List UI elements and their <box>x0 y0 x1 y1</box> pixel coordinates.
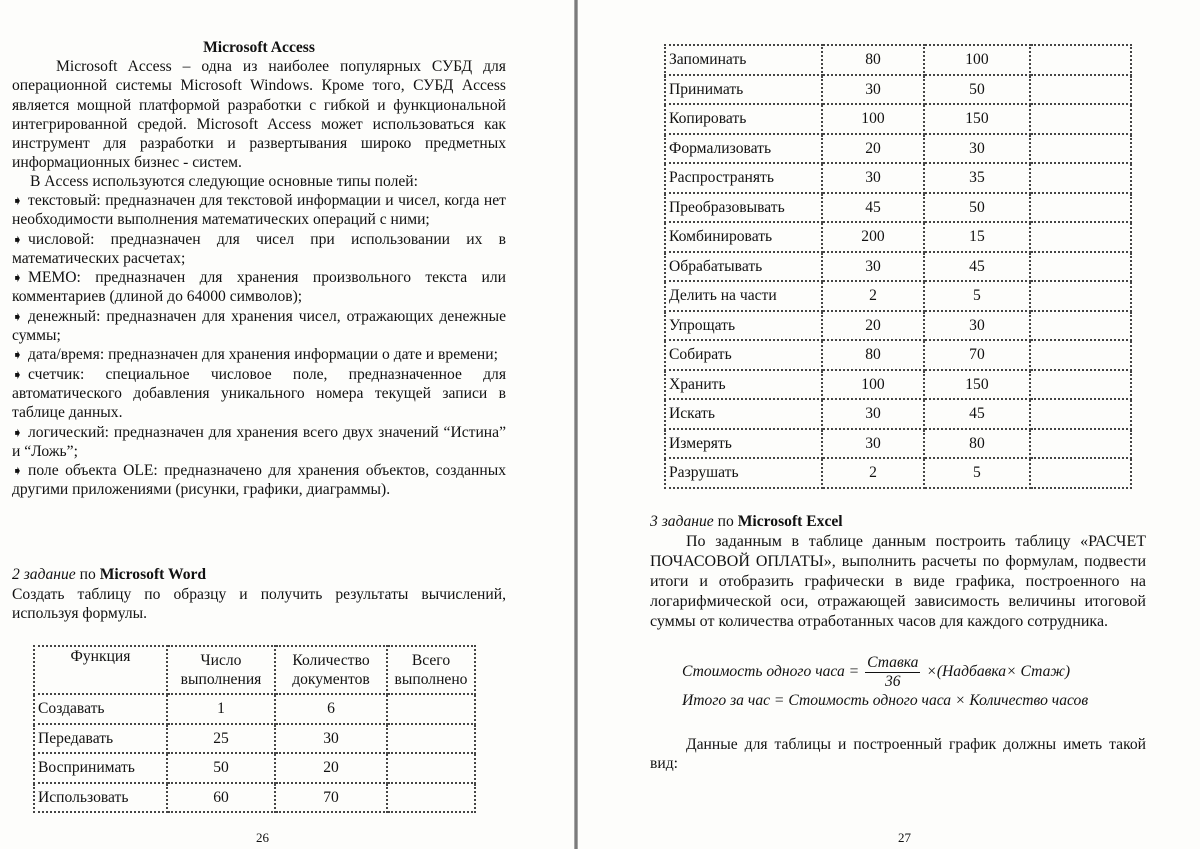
table-row <box>665 193 1131 223</box>
value-cell: 25 <box>167 724 275 754</box>
table-row <box>665 75 1131 105</box>
row-label-cell: Преобразовывать <box>665 193 822 223</box>
value-cell <box>1030 370 1131 400</box>
arrow-bullet-icon: ➧ <box>12 270 23 286</box>
value-cell: 6 <box>275 694 387 724</box>
table-row <box>665 104 1131 134</box>
value-cell <box>387 783 475 813</box>
table-row <box>665 399 1131 429</box>
value-cell: 100 <box>924 45 1029 75</box>
value-cell: 80 <box>822 340 924 370</box>
value-cell <box>1030 252 1131 282</box>
row-label-cell: Хранить <box>665 370 822 400</box>
value-cell <box>1030 104 1131 134</box>
table-row <box>665 458 1131 488</box>
value-cell: 70 <box>924 340 1029 370</box>
row-label-cell: Формализовать <box>665 134 822 164</box>
left-page <box>0 0 576 849</box>
arrow-bullet-icon: ➧ <box>12 463 23 479</box>
value-cell: 50 <box>924 193 1029 223</box>
value-cell: 30 <box>822 399 924 429</box>
table-row <box>665 163 1131 193</box>
value-cell: 45 <box>924 252 1029 282</box>
table-row <box>665 340 1131 370</box>
header-function: Функция <box>34 646 167 694</box>
value-cell: 100 <box>822 104 924 134</box>
field-type-item: ➧ числовой: предназначен для чисел при использовании их в математических расчетах; <box>12 230 506 267</box>
row-label-cell: Копировать <box>665 104 822 134</box>
field-type-item: ➧ МЕМО: предназначен для хранения произвольного текста или комментариев (длиной до 64000 символов); <box>12 269 506 306</box>
value-cell: 45 <box>924 399 1029 429</box>
value-cell: 1 <box>167 694 275 724</box>
value-cell <box>1030 399 1131 429</box>
value-cell <box>1030 193 1131 223</box>
value-cell: 35 <box>924 163 1029 193</box>
row-label-cell: Разрушать <box>665 458 822 488</box>
value-cell: 200 <box>822 222 924 252</box>
value-cell: 30 <box>924 311 1029 341</box>
value-cell: 30 <box>822 252 924 282</box>
value-cell: 30 <box>822 163 924 193</box>
value-cell: 50 <box>924 75 1029 105</box>
table-row <box>34 694 475 724</box>
functions-table <box>33 645 476 813</box>
value-cell: 60 <box>167 783 275 813</box>
field-type-item: ➧ поле объекта OLE: предназначено для хранения объектов, созданных другими приложениями (рисунки, графики, диаграммы). <box>12 462 506 499</box>
value-cell: 30 <box>924 134 1029 164</box>
formula-hour-cost: Стоимость одного часа = $\frac{\text{Ставка}}{36}$ ×(Надбавка× Стаж) <box>682 654 1071 690</box>
arrow-bullet-icon: ➧ <box>12 424 23 440</box>
value-cell: 30 <box>275 724 387 754</box>
task2-text: Создать таблицу по образцу и получить результаты вычислений, используя формулы. <box>12 586 506 623</box>
value-cell: 5 <box>924 281 1029 311</box>
value-cell <box>1030 458 1131 488</box>
table-row <box>34 783 475 813</box>
arrow-bullet-icon: ➧ <box>12 366 23 382</box>
row-label-cell: Делить на части <box>665 281 822 311</box>
value-cell: 5 <box>924 458 1029 488</box>
value-cell: 50 <box>167 753 275 783</box>
value-cell: 2 <box>822 281 924 311</box>
value-cell: 80 <box>924 429 1029 459</box>
table-row <box>665 45 1131 75</box>
row-label-cell: Использовать <box>34 783 167 813</box>
value-cell <box>1030 134 1131 164</box>
row-label-cell: Искать <box>665 399 822 429</box>
table-row <box>665 370 1131 400</box>
page-number-right: 27 <box>898 830 911 845</box>
value-cell <box>387 724 475 754</box>
table-row <box>665 222 1131 252</box>
header-count: Число выполнения <box>167 646 275 694</box>
arrow-bullet-icon: ➧ <box>12 308 23 324</box>
right-page <box>580 0 1200 849</box>
task3-text: По заданным в таблице данным построить таблицу «РАСЧЕТ ПОЧАСОВОЙ ОПЛАТЫ», выполнить расчеты по формулам, подвести итоги и отобразить графически в виде графика, построенного на логарифмической оси, отражающей зависимость величины итоговой суммы от количества отработанных часов для каждого сотрудника. <box>650 533 1146 630</box>
row-label-cell: Создавать <box>34 694 167 724</box>
value-cell: 30 <box>822 429 924 459</box>
value-cell: 70 <box>275 783 387 813</box>
value-cell <box>387 753 475 783</box>
row-label-cell: Передавать <box>34 724 167 754</box>
row-label-cell: Распространять <box>665 163 822 193</box>
functions-table-continued <box>664 44 1132 489</box>
table-row <box>34 724 475 754</box>
value-cell: 80 <box>822 45 924 75</box>
page-number-left: 26 <box>256 830 269 845</box>
field-type-item: ➧ дата/время: предназначен для хранения информации о дате и времени; <box>12 346 498 364</box>
value-cell <box>1030 163 1131 193</box>
access-title: Microsoft Access <box>203 39 315 56</box>
value-cell: 100 <box>822 370 924 400</box>
header-documents: Количество документов <box>275 646 387 694</box>
arrow-bullet-icon: ➧ <box>12 193 23 208</box>
arrow-bullet-icon: ➧ <box>12 231 23 247</box>
row-label-cell: Воспринимать <box>34 753 167 783</box>
row-label-cell: Собирать <box>665 340 822 370</box>
formula-total: Итого за час = Стоимость одного часа × Количество часов <box>682 692 1089 709</box>
value-cell <box>1030 281 1131 311</box>
task2-heading: 2 задание по Microsoft Word <box>12 566 207 583</box>
value-cell <box>1030 429 1131 459</box>
value-cell: 150 <box>924 370 1029 400</box>
value-cell <box>387 694 475 724</box>
value-cell: 20 <box>822 134 924 164</box>
table-row <box>665 429 1131 459</box>
field-type-item: ➧ счетчик: специальное числовое поле, предназначенное для автоматического добавления уникального номера текущей записи в таблице данных. <box>12 365 506 422</box>
arrow-bullet-icon: ➧ <box>12 347 23 363</box>
table-header-row <box>34 646 475 694</box>
field-type-item: ➧ текстовый: предназначен для текстовой информации и чисел, когда нет необходимости выполнения математических операций с ними; <box>12 192 506 229</box>
value-cell: 15 <box>924 222 1029 252</box>
field-types-list <box>12 191 506 500</box>
value-cell: 20 <box>822 311 924 341</box>
formula-fraction: $\frac{\text{Ставка}}{36}$ <box>867 654 919 690</box>
closing-text: Данные для таблицы и построенный график должны иметь такой вид: <box>650 736 1146 773</box>
header-total: Всего выполнено <box>387 646 475 694</box>
row-label-cell: Обрабатывать <box>665 252 822 282</box>
task3-heading: 3 задание по Microsoft Excel <box>650 513 843 530</box>
value-cell <box>1030 75 1131 105</box>
field-types-lead: В Access используются следующие основные типы полей: <box>30 173 418 190</box>
value-cell: 30 <box>822 75 924 105</box>
value-cell <box>1030 222 1131 252</box>
value-cell <box>1030 311 1131 341</box>
row-label-cell: Измерять <box>665 429 822 459</box>
row-label-cell: Запоминать <box>665 45 822 75</box>
table-row <box>665 311 1131 341</box>
row-label-cell: Принимать <box>665 75 822 105</box>
value-cell: 20 <box>275 753 387 783</box>
table-row <box>665 134 1131 164</box>
field-type-item: ➧ денежный: предназначен для хранения чисел, отражающих денежные суммы; <box>12 307 506 345</box>
value-cell: 2 <box>822 458 924 488</box>
table-row <box>665 252 1131 282</box>
access-intro: Microsoft Access – одна из наиболее популярных СУБД для операционной системы Microsoft Windows. Кроме того, СУБД Access является мощной платформой разработки с гибкой и функциональной интегрированной средой. Microsoft Access может использоваться как инструмент для разработки и развертывания широко предметных информационных бизнес - систем. <box>12 58 506 172</box>
table-row <box>665 281 1131 311</box>
field-type-item: ➧ логический: предназначен для хранения всего двух значений “Истина” и “Ложь”; <box>12 423 506 460</box>
table-row <box>34 753 475 783</box>
value-cell: 45 <box>822 193 924 223</box>
row-label-cell: Упрощать <box>665 311 822 341</box>
row-label-cell: Комбинировать <box>665 222 822 252</box>
value-cell <box>1030 45 1131 75</box>
value-cell <box>1030 340 1131 370</box>
value-cell: 150 <box>924 104 1029 134</box>
